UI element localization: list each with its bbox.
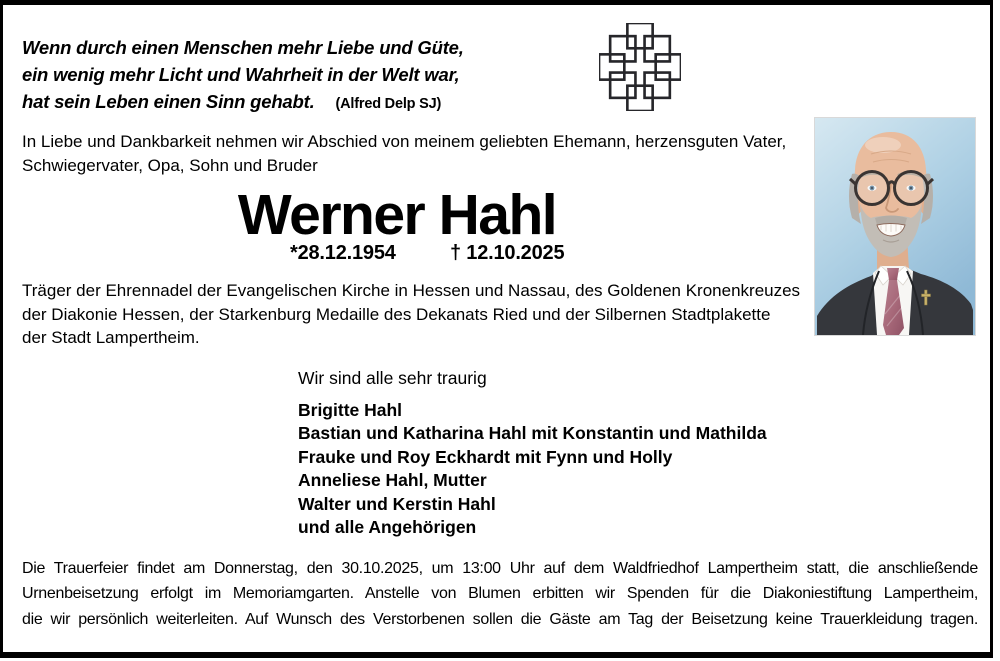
mourner-name: Bastian und Katharina Hahl mit Konstantin und Mathilda bbox=[298, 423, 767, 444]
quote-line-text: hat sein Leben einen Sinn gehabt. bbox=[22, 91, 315, 112]
birth-date: *28.12.1954 bbox=[290, 242, 396, 264]
ekhn-cross-icon bbox=[599, 23, 681, 111]
quote-line: ein wenig mehr Licht und Wahrheit in der Welt war, bbox=[22, 64, 460, 85]
funeral-info-line: die wir persönlich weiterleiten. Auf Wunsch des Verstorbenen sollen die Gäste am Tag der Beisetzung keine Trauerkleidung tragen. bbox=[22, 610, 978, 628]
life-dates bbox=[3, 242, 763, 266]
honors-line: der Stadt Lampertheim. bbox=[22, 328, 200, 347]
funeral-info-line: Urnenbeisetzung erfolgt im Memoriamgarten. Anstelle von Blumen erbitten wir Spenden für die Diakoniestiftung Lampertheim, bbox=[22, 585, 978, 603]
mourners-list bbox=[298, 399, 767, 539]
deceased-name: Werner Hahl bbox=[237, 183, 557, 247]
honors-line: Träger der Ehrennadel der Evangelischen Kirche in Hessen und Nassau, des Goldenen Kronenkreuzes bbox=[22, 281, 801, 300]
quote-attribution: (Alfred Delp SJ) bbox=[335, 96, 442, 112]
mourner-name: Walter und Kerstin Hahl bbox=[298, 493, 496, 514]
intro-line: In Liebe und Dankbarkeit nehmen wir Abschied von meinem geliebten Ehemann, herzensguten Vater, bbox=[22, 132, 787, 151]
mourner-name: Anneliese Hahl, Mutter bbox=[298, 470, 487, 491]
quote-block bbox=[22, 34, 464, 118]
portrait-photo-image bbox=[815, 118, 975, 335]
intro-line: Schwiegervater, Opa, Sohn und Bruder bbox=[22, 156, 318, 175]
portrait-photo bbox=[815, 118, 975, 335]
quote-line: Wenn durch einen Menschen mehr Liebe und Güte, bbox=[22, 37, 464, 58]
honors-paragraph bbox=[22, 279, 800, 350]
honors-line: der Diakonie Hessen, der Starkenburg Medaille des Dekanats Ried und der Silbernen Stadtplakette bbox=[22, 304, 771, 324]
mourner-name: und alle Angehörigen bbox=[298, 517, 477, 538]
intro-paragraph bbox=[22, 130, 786, 178]
mourner-name: Frauke und Roy Eckhardt mit Fynn und Holly bbox=[298, 446, 673, 467]
funeral-info-paragraph bbox=[22, 556, 978, 632]
quote-line bbox=[22, 88, 464, 118]
death-date: † 12.10.2025 bbox=[450, 242, 565, 264]
mourner-name: Brigitte Hahl bbox=[298, 400, 403, 420]
mourning-lead: Wir sind alle sehr traurig bbox=[298, 368, 487, 388]
funeral-info-line: Die Trauerfeier findet am Donnerstag, den 30.10.2025, um 13:00 Uhr auf dem Waldfriedhof Lampertheim statt, die anschließende bbox=[22, 560, 978, 577]
